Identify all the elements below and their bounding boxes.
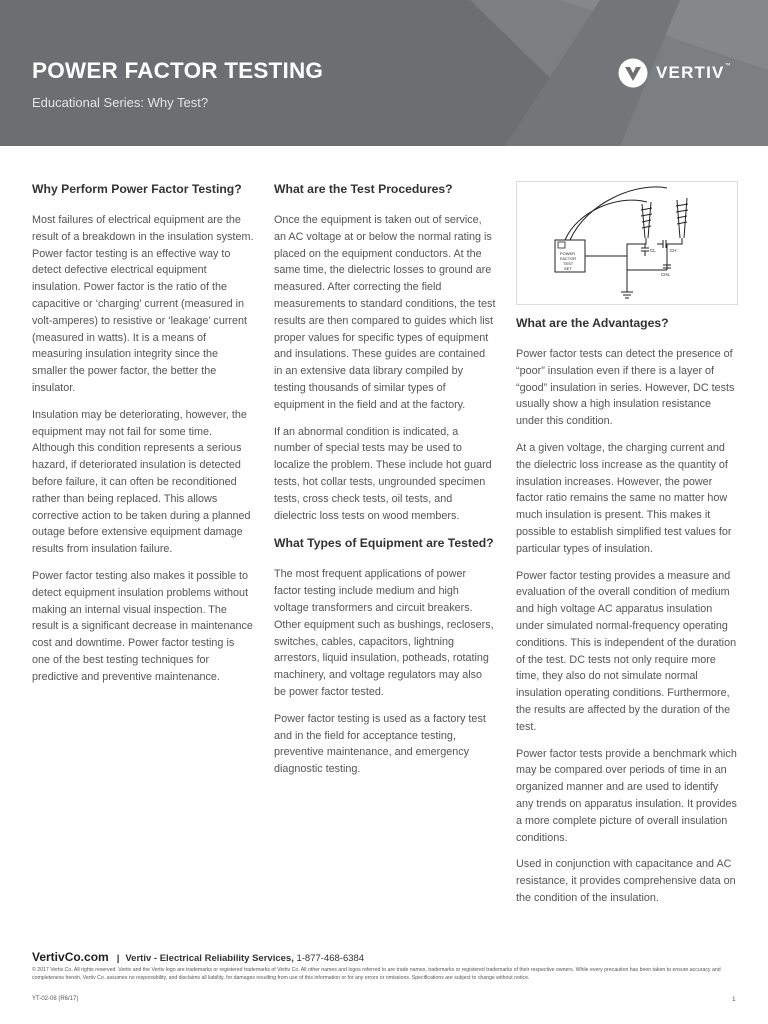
page-number: 1 (732, 996, 736, 1003)
column-advantages (516, 314, 738, 917)
footer-contact (32, 950, 364, 964)
test-set-label-line: SET (564, 266, 572, 271)
diagram-drawing (517, 182, 737, 304)
paragraph: Power factor testing is used as a factory test and in the field for acceptance testing, preventive maintenance, and emergency diagnostic testing. (274, 712, 486, 776)
column-why-test (32, 180, 254, 696)
paragraph: Once the equipment is taken out of service, an AC voltage at or below the normal rating is placed on the equipment conductors. At the same time, the dielectric losses to ground are measured. After correcting the field measurements to standard conditions, the test results are then compared to guides which list proper values for specific types of equipment and insulations. These guides are contained in an extensive data library compiled by testing thousands of similar types of equipment in the field and at the factory. (274, 214, 496, 411)
document-code: YT-02-08 (R6/17) (32, 996, 79, 1002)
page-header (0, 0, 768, 146)
footer-phone: 1-877-468-6384 (293, 953, 365, 964)
vertiv-chevron-icon (618, 58, 648, 88)
capacitor-label: CH (670, 248, 677, 253)
test-set-label-line: POWER (560, 251, 576, 256)
capacitor-label: CL (650, 248, 656, 253)
test-set-label-line: TEST (563, 261, 574, 266)
paragraph: Power factor tests can detect the presence of “poor” insulation even if there is a layer of “good” insulation in series. However, DC tests usually show a high insulation resistance under this condition. (516, 348, 735, 428)
legal-notice: © 2017 Vertiv Co. All rights reserved. Vertiv and the Vertiv logo are trademarks or registered trademarks of Vertiv Co. All other names and logos referred to are trade names, trademarks or registered trademarks of their respective owners. While every precaution has been taken to ensure accuracy and completeness herein, Vertiv Co. assumes no responsibility, and disclaims all liability, for damages resulting from use of this information or for any errors or omissions. Specifications are subject to change without notice. (32, 967, 721, 981)
vertiv-logo (618, 58, 732, 88)
paragraph: At a given voltage, the charging current and the dielectric loss increase as the quantity of insulation increases. However, the power factor ratio remains the same no matter how much insulation is present. This makes it possible to establish simplified test values for particular types of insulation. (516, 441, 732, 555)
footer-separator: | (116, 953, 120, 964)
paragraph: Power factor tests provide a benchmark which may be compared over periods of time in an organized manner and are used to identify any trends on apparatus insulation. It provides a more complete picture of overall insulation conditions. (516, 747, 737, 844)
test-set-label-line: FACTOR (560, 256, 577, 261)
paragraph: Most failures of electrical equipment are the result of a breakdown in the insulation system. Power factor testing is an effective way to detect defective electrical equipment insulation. Power factor is the ratio of the capacitive or ‘charging’ current (measured in volt-amperes) to resistive or ‘leakage’ current (measured in watts). It is a means of measuring insulation integrity since the smaller the power factor, the better the insulator. (32, 214, 254, 394)
paragraph: Power factor testing also makes it possible to detect equipment insulation problems without making an internal visual inspection. The result is a significant decrease in maintenance cost and downtime. Power factor testing is one of the best testing techniques for predictive and preventive maintenance. (32, 569, 253, 683)
paragraph: The most frequent applications of power factor testing include medium and high voltage transformers and circuit breakers. Other equipment such as bushings, reclosers, switches, cables, capacitors, lightning arrestors, liquid insulation, potheads, rotating machinery, and voltage regulators may also be power factor tested. (274, 568, 494, 698)
logo-wordmark: VERTIV™ (656, 63, 732, 82)
capacitor-label: CHL (661, 272, 671, 277)
footer-company: Vertiv - Electrical Reliability Services, (125, 953, 294, 964)
paragraph: Insulation may be deteriorating, however, the equipment may not fail for some time. Although this condition represents a serious hazard, if deteriorated insulation is detected before failure, it can often be reconditioned rather than being replaced. This allows corrective action to be taken during a planned outage before extensive equipment damage results from insulation failure. (32, 408, 251, 556)
paragraph: Used in conjunction with capacitance and AC resistance, it provides comprehensive data on the condition of the insulation. (516, 858, 736, 904)
section-heading: What are the Advantages? (516, 316, 669, 330)
paragraph: Power factor testing provides a measure and evaluation of the overall condition of medium and high voltage AC apparatus insulation under simulated normal-frequency operating conditions. This is independent of the duration of the test. DC tests not only require more time, they also do not simulate normal insulation operating conditions. Furthermore, the results are affected by the duration of the test. (516, 569, 737, 733)
footer-website-link[interactable]: VertivCo.com (32, 950, 109, 964)
paragraph: If an abnormal condition is indicated, a number of special tests may be used to localize the problem. These include hot guard tests, hot collar tests, ungrounded specimen tests, cross check tests, oil tests, and dielectric loss tests on wood members. (274, 425, 492, 522)
section-heading: What Types of Equipment are Tested? (274, 536, 494, 551)
test-setup-diagram (516, 181, 738, 305)
section-heading: Why Perform Power Factor Testing? (32, 182, 242, 196)
column-test-procedures (274, 180, 496, 788)
page-subtitle: Educational Series: Why Test? (32, 95, 209, 110)
section-heading: What are the Test Procedures? (274, 182, 453, 196)
page-title: POWER FACTOR TESTING (32, 58, 324, 83)
